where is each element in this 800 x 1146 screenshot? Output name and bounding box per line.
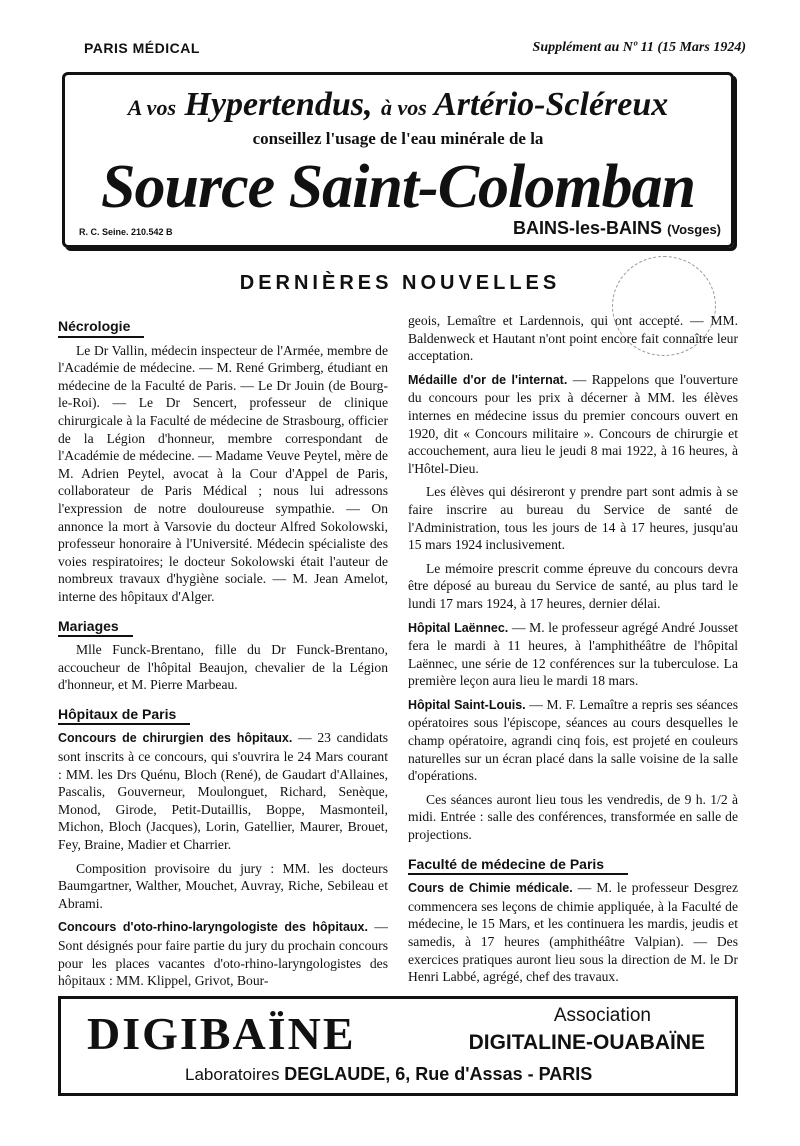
ad-bottom-brand: DIGIBAÏNE: [87, 1008, 356, 1059]
chimie-text: — M. le professeur Desgrez commencera ses leçons de chimie appliquée, à la Faculté de médecine, le 15 Mars, et les continuera les mardis, jeudis et samedis, à 17 heures (amphithéâtre Valpian). — Des exercices pratiques auront lieu sous la direction de M. le Dr Henri Labbé, agrégé, chef des travaux.: [408, 880, 738, 985]
concours-oto-paragraph: [58, 918, 388, 989]
ad-location: [513, 218, 721, 239]
section-heading-faculte: Faculté de médecine de Paris: [408, 856, 628, 876]
concours-chirurgien-text: — 23 candidats sont inscrits à ce concours, qui s'ouvrira le 24 Mars courant : MM. les Drs Quénu, Bloch (René), de Gaudart d'Allaines, Pascalis, Gouverneur, Moulonguet, Richard, Senèque, Monod, Girode, Petit-Dutaillis, Boppe, Masmonteil, Michon, Bloch (Jacques), Lorin, Gatellier, Maurer, Brouet, Fey, Braine, Madier et Charrier.: [58, 730, 389, 853]
ad-bottom-laboratory: [185, 1064, 592, 1085]
column-left: [58, 312, 388, 996]
seances-text: Ces séances auront lieu tous les vendredis, de 9 h. 1/2 à midi. Entrée : salle des conférences, transformée en salle de projections.: [408, 791, 738, 843]
saint-louis-paragraph: [408, 696, 738, 785]
ad-region: (Vosges): [667, 222, 721, 237]
concours-oto-text: — Sont désignés pour faire partie du jury du prochain concours pour les places vacantes d'oto-rhino-laryngologistes des hôpitaux : MM. Klippel, Grivot, Bour-: [58, 919, 388, 989]
running-head: [84, 40, 746, 60]
ad-bottom-association-label: Association: [553, 1005, 651, 1026]
ad-subline: conseillez l'usage de l'eau minérale de la: [252, 129, 544, 148]
necrologie-text: Le Dr Vallin, médecin inspecteur de l'Armée, membre de l'Académie de médecine. — M. René Grimberg, étudiant en médecine de la Faculté de Paris. — Le Dr Jouin (de Bourg-le-Roi). — Le Dr Sencert, professeur de clinique chirurgicale à la Faculté de médecine de Strasbourg, officier de la Légion d'honneur, membre correspondant de l'Académie de médecine. — Madame Veuve Peytel, mère de M. Adrien Peytel, avocat à la Cour d'Appel de Paris, collaborateur de Paris Médical ; nous lui adressons l'expression de notre douloureuse sympathie. — On annonce la mort à Varsovie du docteur Alfred Sokolowski, professeur honoraire à l'Université. Médecin spécialiste des voies respiratoires; le docteur Sokolowski était l'auteur de nombreux travaux d'hygiène sociale. — M. Jean Amelot, interne des hôpitaux d'Alger.: [58, 342, 388, 604]
saint-louis-heading: Hôpital Saint-Louis.: [408, 697, 526, 712]
jury-text: Composition provisoire du jury : MM. les docteurs Baumgartner, Walther, Mouchet, Auvray, Riche, Sebileau et Abrami.: [58, 860, 388, 911]
chimie-heading: Cours de Chimie médicale.: [408, 881, 573, 896]
section-heading-mariages: Mariages: [58, 618, 133, 638]
ad-registration: R. C. Seine. 210.542 B: [79, 227, 173, 237]
mariages-text: Mlle Funck-Brentano, fille du Dr Funck-Brentano, accoucheur de l'hôpital Beaujon, chevalier de la Légion d'honneur, et M. Pierre Marbeau.: [58, 642, 388, 693]
advertisement-digibaine: [58, 996, 738, 1096]
saint-louis-text: — M. F. Lemaître a repris ses séances opératoires sous l'épiscope, séances au cours desquelles le champ opératoire, agrandi cinq fois, est projeté en couleurs naturelles sur un écran placé dans la salle voisine de la salle d'opérations.: [408, 696, 738, 784]
journal-title: PARIS MÉDICAL: [84, 40, 200, 56]
medaille-text: — Rappelons que l'ouverture du concours pour les prix à décerner à MM. les élèves internes en médecine issus du premier concours ouvert en 1920, dit « Concours militaire ». Concours de chirurgie et accouchement, aura lieu le jeudi 8 mai 1922, à 16 heures, à l'Hôtel-Dieu.: [408, 371, 739, 476]
medaille-heading: Médaille d'or de l'internat.: [408, 372, 568, 387]
section-heading-hopitaux: Hôpitaux de Paris: [58, 706, 190, 726]
ad-headline-part-1: A vos: [127, 95, 177, 120]
laennec-text: — M. le professeur agrégé André Jousset fera le mardi à 11 heures, à l'amphithéâtre de l'hôpital Laënnec, une série de 12 conférences sur la tuberculose. La première leçon aura lieu le mardi 18 mars.: [408, 619, 738, 689]
concours-oto-heading: Concours d'oto-rhino-laryngologiste des hôpitaux.: [58, 920, 368, 935]
laennec-paragraph: [408, 619, 738, 690]
issue-info: Supplément au Nº 11 (15 Mars 1924): [532, 40, 746, 55]
ad-bottom-lab-prefix: Laboratoires: [185, 1065, 280, 1084]
ad-headline-part-4: Artério-Scléreux: [434, 86, 669, 123]
chimie-paragraph: [408, 879, 738, 986]
advertisement-saint-colomban: [62, 72, 734, 248]
medaille-paragraph: [408, 371, 738, 478]
ad-town: BAINS-les-BAINS: [513, 218, 663, 238]
column-right: [408, 312, 738, 992]
memoire-text: Le mémoire prescrit comme épreuve du concours devra être déposé au bureau du Service de santé, au plus tard le lundi 17 mars 1924, à 17 heures, dernier délai.: [408, 560, 738, 611]
ad-bottom-association-name: DIGITALINE-OUABAÏNE: [468, 1031, 705, 1054]
concours-chirurgien-heading: Concours de chirurgien des hôpitaux.: [58, 731, 293, 746]
ad-headline-part-2: Hypertendus,: [184, 86, 373, 123]
ad-headline: [65, 85, 731, 128]
section-heading-necrologie: Nécrologie: [58, 318, 144, 338]
concours-chirurgien-paragraph: [58, 729, 388, 853]
page-title: DERNIÈRES NOUVELLES: [239, 272, 561, 294]
eleves-text: Les élèves qui désireront y prendre part sont admis à se faire inscrire au bureau du Service de santé de l'Administration, tous les jours de 14 à 17 heures, jusqu'au 15 mars 1924 inclusivement.: [408, 484, 738, 553]
continued-text: geois, Lemaître et Lardennois, qui ont accepté. — MM. Baldenweck et Hautant n'ont point encore fait connaître leur acceptation.: [408, 313, 738, 364]
ad-headline-part-3: à vos: [380, 95, 427, 120]
ad-bottom-lab-address: DEGLAUDE, 6, Rue d'Assas - PARIS: [284, 1064, 593, 1084]
ad-brand-name: Source Saint-Colomban: [101, 153, 695, 221]
laennec-heading: Hôpital Laënnec.: [408, 620, 509, 635]
